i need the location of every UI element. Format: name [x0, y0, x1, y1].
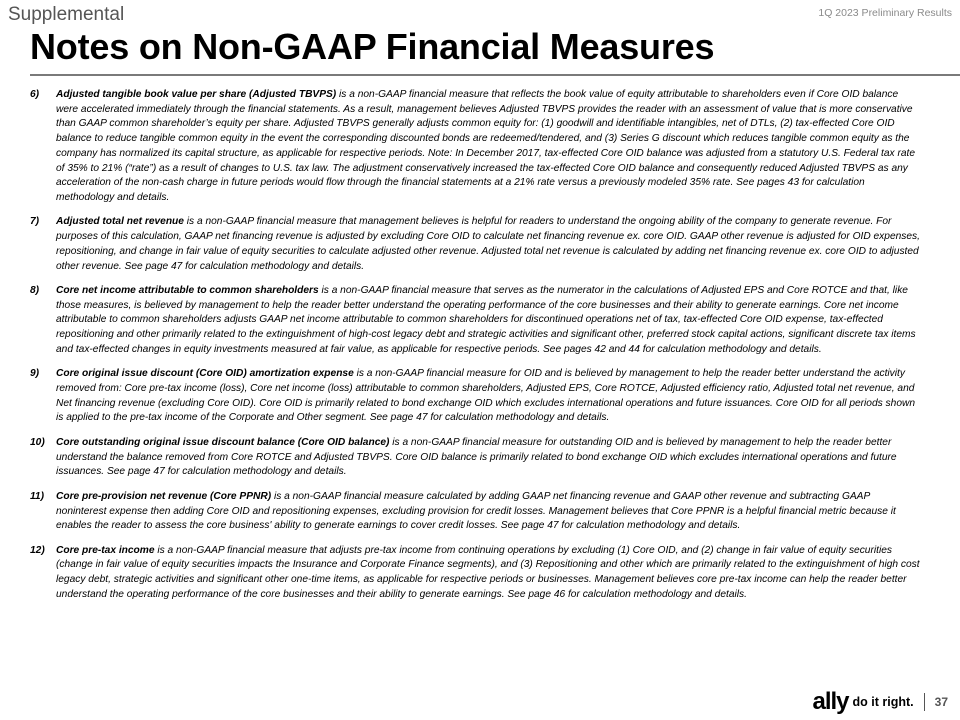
note-8: [30, 284, 922, 358]
note-text: is a non-GAAP financial measure that serves as the numerator in the calculations of Adjusted EPS and Core ROTCE and that, like those measures, is believed by management to help the reader better understand the operating performance of the core businesses and their ability to generate earnings. Core net income attributable to common shareholders adjusts GAAP net income attributable to common shareholders for discontinued operations net of tax, tax-effected Core OID expense, tax-effected repositioning and other primarily related to the extinguishment of high-cost legacy debt and strategic activities and significant other, preferred stock capital actions, significant discrete tax items and tax-effected changes in equity investments measured at fair value, as applicable for respective periods. See pages 42 and 44 for calculation methodology and details.: [56, 285, 916, 355]
note-text: is a non-GAAP financial measure calculated by adding GAAP net financing revenue and GAAP other revenue and subtracting GAAP noninterest expense then adding Core OID and repositioning expenses, excluding provision for credit losses. Management believes that Core PPNR is a helpful financial metric because it enables the reader to assess the core business' ability to generate earnings to cover credit losses. See page 47 for calculation methodology and details.: [56, 490, 896, 532]
note-body: [56, 88, 922, 206]
note-term: Adjusted total net revenue: [56, 216, 184, 228]
note-body: [56, 490, 922, 534]
page-title: Notes on Non-GAAP Financial Measures: [30, 26, 715, 67]
note-12: [30, 544, 922, 603]
page-number: 37: [934, 695, 948, 709]
note-term: Adjusted tangible book value per share (Adjusted TBVPS): [56, 89, 337, 100]
note-number: 8): [30, 285, 40, 297]
note-term: Core pre-tax income: [56, 544, 155, 556]
section-label: Supplemental: [8, 4, 125, 25]
note-body: [56, 544, 922, 603]
note-term: Core outstanding original issue discount balance (Core OID balance): [56, 436, 390, 448]
tagline: do it right.: [852, 695, 914, 709]
note-number: 12): [30, 544, 45, 556]
note-9: [30, 367, 922, 426]
note-text: is a non-GAAP financial measure that adjusts pre-tax income from continuing operations by excluding (1) Core OID, and (2) change in fair value of equity securities (change in fair value of equity securities impacts the Insurance and Corporate Finance segments), and (3) Repositioning and other which are primarily related to the extinguishment of high cost legacy debt, strategic activities and significant other one-time items, as applicable for respective periods or businesses. Management believes core pre-tax income can help the reader better understand the operating performance of the core businesses and their ability to generate earnings. See page 46 for calculation methodology and details.: [56, 544, 920, 600]
note-text: is a non-GAAP financial measure for OID and is believed by management to help the reader better understand the activity removed from: Core pre-tax income (loss), Core net income (loss) attributable to common shareholders, Adjusted EPS, Core ROTCE, Adjusted efficiency ratio, Adjusted total net revenue, and Net financing revenue (excluding Core OID). Core OID is primarily related to bond exchange OID which excludes international operations and future issuances. Core OID for all periods shown is applied to the pre-tax income of the Corporate and Other segment. See page 47 for calculation methodology and details.: [56, 368, 916, 424]
footer: [813, 688, 949, 716]
note-number: 7): [30, 216, 40, 228]
note-body: [56, 215, 922, 274]
footer-separator: [924, 693, 925, 711]
note-body: [56, 436, 922, 480]
note-6: [30, 88, 922, 206]
note-body: [56, 367, 922, 426]
note-number: 6): [30, 89, 40, 100]
note-body: [56, 284, 922, 358]
ally-logo: ally: [812, 688, 849, 715]
note-number: 10): [30, 436, 45, 448]
note-text: is a non-GAAP financial measure that management believes is helpful for readers to understand the ongoing ability of the company to generate revenue. For purposes of this calculation, GAAP net financing revenue is adjusted by excluding Core OID to calculate net financing revenue ex. core OID. GAAP other revenue is adjusted for OID expenses, repositioning, and change in fair value of equity securities to calculate adjusted other revenue. Adjusted total net revenue is calculated by adding net financing revenue ex. core OID to adjusted other revenue. See page 47 for calculation methodology and details.: [56, 216, 920, 272]
note-text: is a non-GAAP financial measure that reflects the book value of equity attributable to shareholders even if Core OID balance were accelerated immediately through the financial statements. As a result, management believes Adjusted TBVPS provides the reader with an assessment of value that is more conservative than GAAP common shareholder’s equity per share. Adjusted TBVPS generally adjusts common equity for: (1) goodwill and identifiable intangibles, net of DTLs, (2) tax-effected Core OID balance to reduce tangible common equity in the event the corresponding discounted bonds are redeemed/tendered, and (3) Series G discount which reduces tangible common equity as the company has normalized its capital structure, as applicable for respective periods. Note: In December 2017, tax-effected Core OID balance was adjusted from a statutory U.S. Federal tax rate of 35% to 21% (“rate”) as a result of changes to U.S. tax law. The adjustment conservatively increased the tax-effected Core OID balance and consequently reduced Adjusted TBVPS as any acceleration of the non-cash charge in future periods would flow through the financial statements at a 21% rate versus a previously modeled 35% rate. See pages 43 for calculation methodology and details.: [56, 89, 915, 203]
note-7: [30, 215, 922, 274]
report-title: 1Q 2023 Preliminary Results: [818, 7, 952, 19]
note-text: is a non-GAAP financial measure for outstanding OID and is believed by management to help the reader better understand the balance removed from Core ROTCE and Adjusted TBVPS. Core OID balance is primarily related to bond exchange OID which excludes international operations and future issuances. See page 47 for calculation methodology and details.: [56, 436, 897, 478]
note-term: Core pre-provision net revenue (Core PPNR): [56, 490, 272, 502]
note-term: Core original issue discount (Core OID) amortization expense: [56, 368, 354, 380]
title-divider: [30, 74, 960, 76]
note-number: 9): [30, 368, 40, 380]
notes-list: [30, 88, 922, 612]
note-term: Core net income attributable to common shareholders: [56, 285, 319, 297]
note-number: 11): [30, 490, 44, 502]
note-11: [30, 490, 922, 534]
note-10: [30, 436, 922, 480]
